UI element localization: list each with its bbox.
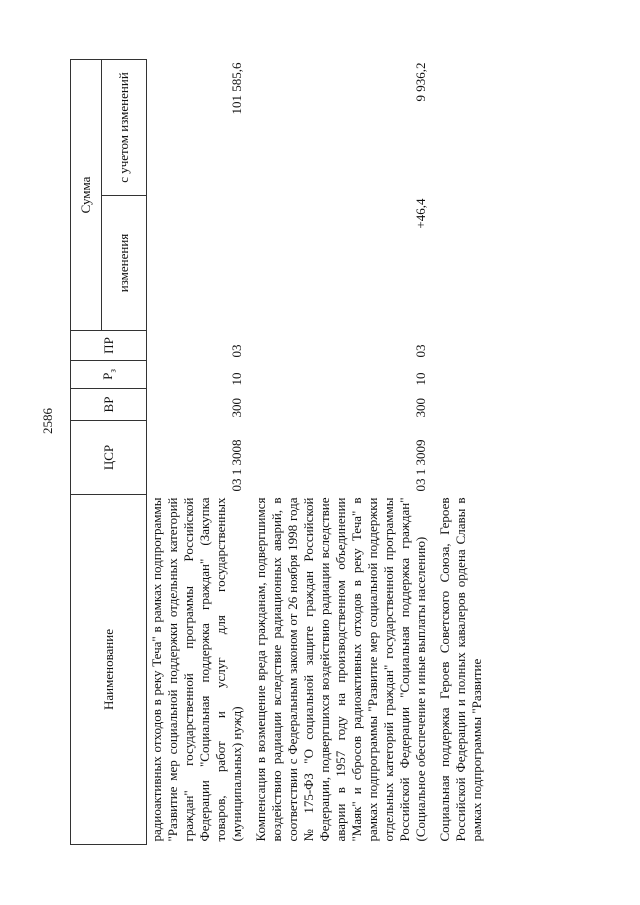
row-csr: 03 1 3009 [413,439,428,492]
header-name: Наименование [71,495,147,845]
row-change: +46,4 [413,198,428,229]
row-name: Компенсация в возмещение вреда гражданам, подвергшимся воздействию радиации вследствие радиационных аварий, в соответствии с Федеральным законом от 26 ноября 1998 года № 175-ФЗ "О социальной защите граждан Российской Федерации, подвергшихся воздействию радиации вследствие аварии в 1957 году на производственном объединении "Маяк" и сбросов радиоактивных отходов в реку Теча" в рамках подпрограммы "Развитие мер социальной поддержки отдельных категорий граждан" государственной программы Российской Федерации "Социальная поддержка граждан" (Социальное обеспечение и иные выплаты населению) [253,497,428,842]
row-pr [435,331,491,361]
header-csr: ЦСР [71,421,147,495]
header-with-changes: с учетом изменений [102,60,147,196]
row-pr: 03 [413,344,428,358]
row-csr [435,421,491,495]
table-row [147,60,252,845]
row-name: радиоактивных отходов в реку Теча" в рамках подпрограммы "Развитие мер социальной поддержки отдельных категорий граждан" государственной программы Российской Федерации "Социальная поддержка граждан" (Закупка товаров, работ и услуг для государственных (муниципальных) нужд) [149,497,244,842]
table-row [251,60,435,845]
row-rz [435,361,491,389]
row-vr: 300 [229,398,244,418]
header-sum: Сумма [71,60,102,331]
row-rz: 10 [413,372,428,386]
row-pr: 03 [229,344,244,358]
budget-table-sheet [70,60,570,845]
row-csr: 03 1 3008 [229,439,244,492]
header-pr: ПР [71,331,147,361]
header-vr: ВР [71,389,147,421]
row-vr: 300 [413,398,428,418]
row-vr [435,389,491,421]
row-total: 101 585,6 [229,62,244,115]
row-change [147,196,252,331]
budget-table [70,59,491,845]
header-rz: $Р_з$ [71,361,147,389]
table-row [435,60,491,845]
page-number: 2586 [40,408,55,434]
row-change [435,196,491,331]
row-total: 9 936,2 [413,62,428,102]
row-rz: 10 [229,372,244,386]
row-name: Социальная поддержка Героев Советского Союза, Героев Российской Федерации и полных кавалеров ордена Славы в рамках подпрограммы "Развитие [437,497,484,842]
header-change: изменения [102,196,147,331]
row-total [435,60,491,196]
